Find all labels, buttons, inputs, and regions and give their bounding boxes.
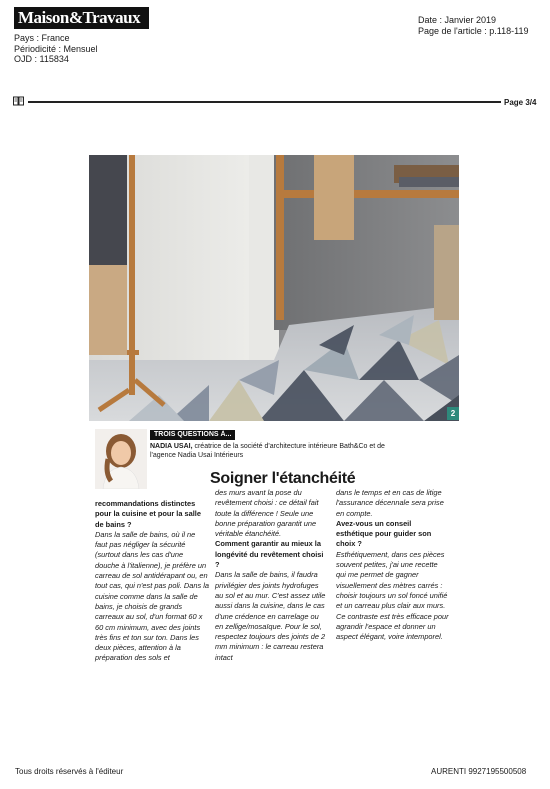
question-text: recommandations distinctes pour la cuisine et pour la salle de bains ? <box>95 499 201 529</box>
publication-meta <box>14 33 98 65</box>
interviewee-description: créatrice de la société d'architecture intérieure Bath&Co et de l'agence Nadia Usai Intérieurs <box>150 443 385 459</box>
answer-text: Dans la salle de bains, où il ne faut pas négliger la sécurité (surtout dans les cas d'une douche à l'italienne), je préfère un carreau de sol antidérapant ou, en tout cas, qui n'est pas poli. Dans la cuisine comme dans la salle de bains, je choisis de grands carreaux au sol, d'un format 60 x 60 cm minimum, avec des joints très fins et ton sur ton. Dans les deux pièces, attention à la préparation des sols et <box>95 529 209 663</box>
answer-text: Esthétiquement, dans ces pièces souvent petites, j'ai une recette qui me permet de gagner visuellement des mètres carrés : choisir toujours un sol foncé unifié et un carreau plus clair aux murs. Ce contraste est très efficace pour agrandir l'espace et donner un aspect élégant, voire intemporel. <box>336 549 449 642</box>
bathroom-photo <box>89 155 459 421</box>
article-page-ref: Page de l'article : p.118-119 <box>418 25 529 36</box>
text-column-2 <box>215 488 327 663</box>
text-column-1 <box>95 499 209 664</box>
answer-text: dans le temps et en cas de litige l'assurance décennale sera prise en compte. <box>336 488 444 518</box>
publication-logo: Maison&Travaux <box>14 7 149 29</box>
meta-ojd: OJD : 115834 <box>14 54 69 64</box>
header-rule <box>28 101 501 103</box>
copyright-notice: Tous droits réservés à l'éditeur <box>15 767 124 776</box>
question-text: Avez-vous un conseil esthétique pour guider son choix ? <box>336 518 432 549</box>
issue-date: Date : Janvier 2019 <box>418 15 497 25</box>
photo-number-badge: 2 <box>447 407 459 420</box>
question-text: Comment garantir au mieux la longévité du revêtement choisi ? <box>215 539 324 570</box>
interviewee-name: NADIA USAI, <box>150 443 193 450</box>
meta-periodicity: Périodicité : Mensuel <box>14 43 98 54</box>
article-headline: Soigner l'étanchéité <box>210 470 356 487</box>
book-icon <box>13 96 24 106</box>
answer-text: des murs avant la pose du revêtement choisi : ce détail fait toute la différence ! Seule une bonne préparation garantit une véritable étanchéité. <box>215 488 319 539</box>
portrait-photo <box>95 429 147 489</box>
interviewee-bio <box>150 442 385 460</box>
text-column-3 <box>336 488 449 642</box>
date-block <box>418 15 528 36</box>
page-number: Page 3/4 <box>504 98 537 107</box>
meta-country: Pays : France <box>14 33 70 43</box>
section-banner: TROIS QUESTIONS À... <box>150 430 235 440</box>
document-reference: AURENTI 9927195500508 <box>431 767 527 776</box>
answer-text: Dans la salle de bains, il faudra privilégier des joints hydrofuges au sol et au mur. C'est assez utile aussi dans la cuisine, dans le cas d'une crédence en carrelage ou en zellige/mosaïque. Pour le sol, respectez toujours des joints de 2 mm minimum : le carreau restera intact <box>215 570 326 662</box>
